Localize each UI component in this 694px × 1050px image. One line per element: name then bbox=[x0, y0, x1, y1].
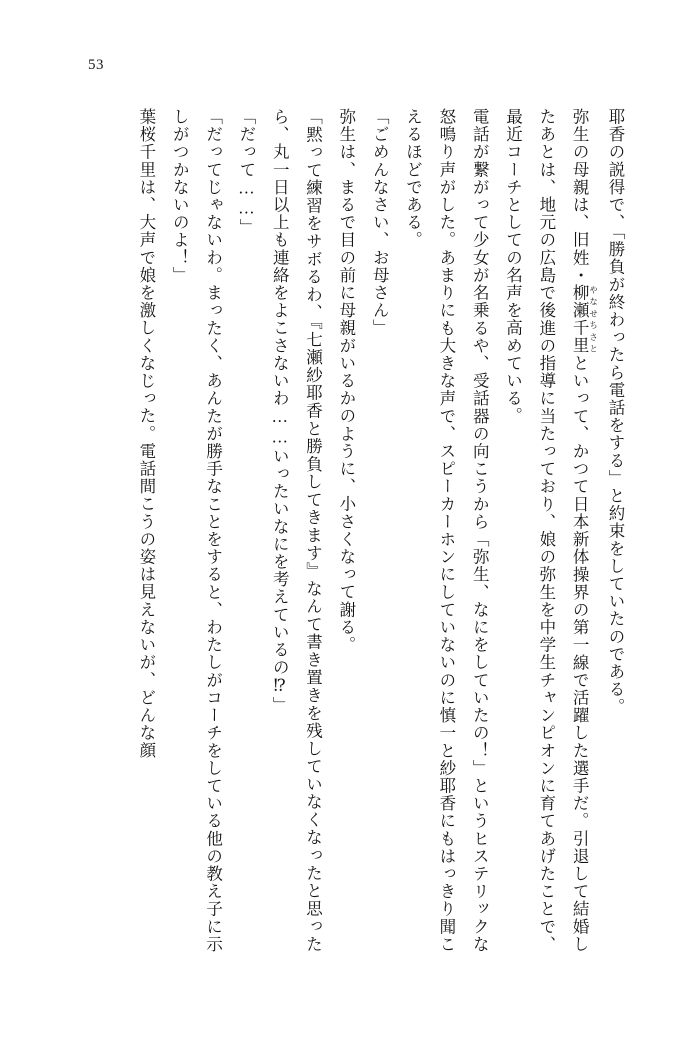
ruby-text-yanase: やなせ bbox=[588, 284, 599, 320]
paragraph-6: 「黙って練習をサボるわ、『七瀬紗耶香と勝負してきます』なんて書き置きを残していなくなったと思ったら、丸一日以上も連絡をよこさないわ……いったいなにを考えているの⁉」 bbox=[270, 108, 323, 953]
ruby-yanase: 柳瀬 やなせ bbox=[570, 284, 599, 320]
page-number: 53 bbox=[88, 57, 104, 73]
paragraph-1: 耶香の説得で、「勝負が終わったら電話をする」と約束をしていたのである。 bbox=[606, 108, 625, 716]
ruby-text-chisato: ちさと bbox=[588, 319, 599, 355]
paragraph-5: 弥生は、まるで目の前に母親がいるかのように、小さくなって謝る。 bbox=[336, 108, 356, 654]
paragraph-9: 葉桜千里は、大声で娘を激しくなじった。電話間こうの姿は見えないが、どんな顔 bbox=[136, 108, 156, 760]
paragraph-2: 弥生の母親は、旧姓・柳瀬 やなせ千里 ちさとといって、かつて日本新体操界の第一線で活躍した選手だ。引退して結婚したあとは、地元の広島で後進の指導に当たっており、娘の弥生を中学生チャンピオンに育てあげたことで、最近コーチとしての名声を高めている。 bbox=[503, 108, 599, 954]
paragraph-7: 「だって……」 bbox=[236, 108, 256, 237]
body-text-vertical bbox=[66, 108, 632, 953]
ruby-chisato: 千里 ちさと bbox=[570, 319, 599, 355]
paragraph-8: 「だってじゃないわ。まったく、あんたが勝手なことをすると、わたしがコーチをしている他の教え子に示しがつかないのよ！」 bbox=[170, 108, 223, 953]
paragraph-3: 電話が繋がって少女が名乗るや、受話器の向こうから「弥生、なにをしていたの！」というヒステリックな怒鳴り声がした。あまりにも大きな声で、スピーカーホンにしていないのに慎一と紗耶香にもはっきり聞こえるほどである。 bbox=[403, 108, 490, 953]
paragraph-4: 「ごめんなさい、お母さん」 bbox=[370, 108, 390, 337]
